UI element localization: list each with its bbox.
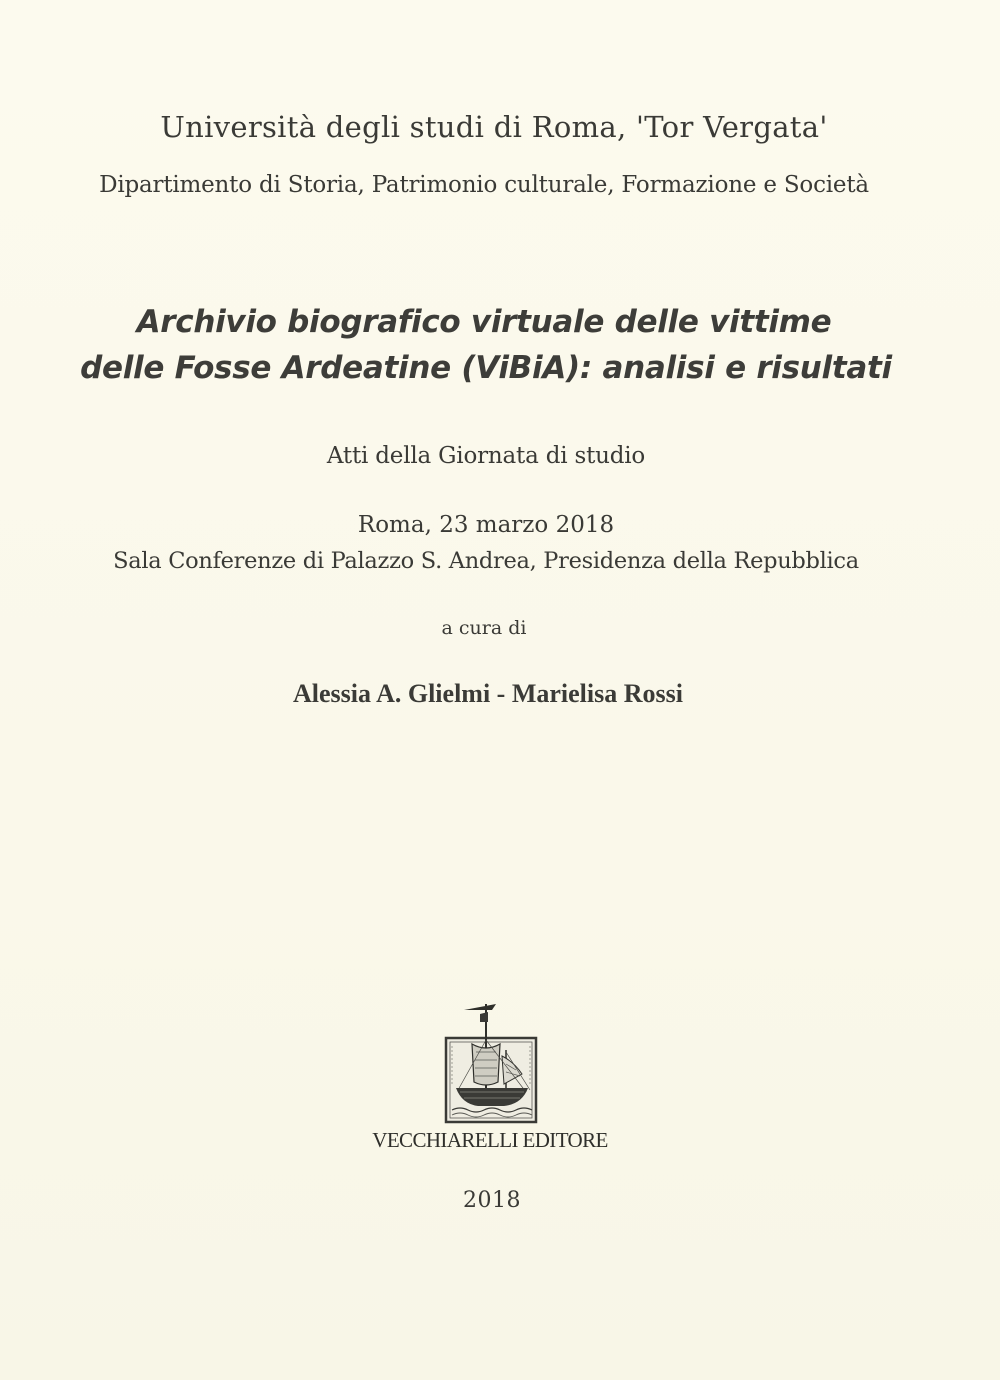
book-title-line-2: delle Fosse Ardeatine (ViBiA): analisi e risultati [80,350,892,386]
publication-year: 2018 [463,1188,521,1213]
university-name: Università degli studi di Roma, 'Tor Vergata' [160,110,828,144]
publisher-name: VECCHIARELLI EDITORE [372,1128,608,1152]
department-name: Dipartimento di Storia, Patrimonio culturale, Formazione e Società [99,172,869,198]
curated-by-label: a cura di [441,617,527,639]
book-subtitle: Atti della Giornata di studio [326,443,646,469]
ship-emblem-icon [444,1000,538,1124]
event-venue: Sala Conferenze di Palazzo S. Andrea, Presidenza della Repubblica [113,548,859,574]
editors-names: Alessia A. Glielmi - Marielisa Rossi [293,679,683,708]
book-title-line-1: Archivio biografico virtuale delle vittime [136,304,832,340]
event-place-date: Roma, 23 marzo 2018 [357,512,615,538]
